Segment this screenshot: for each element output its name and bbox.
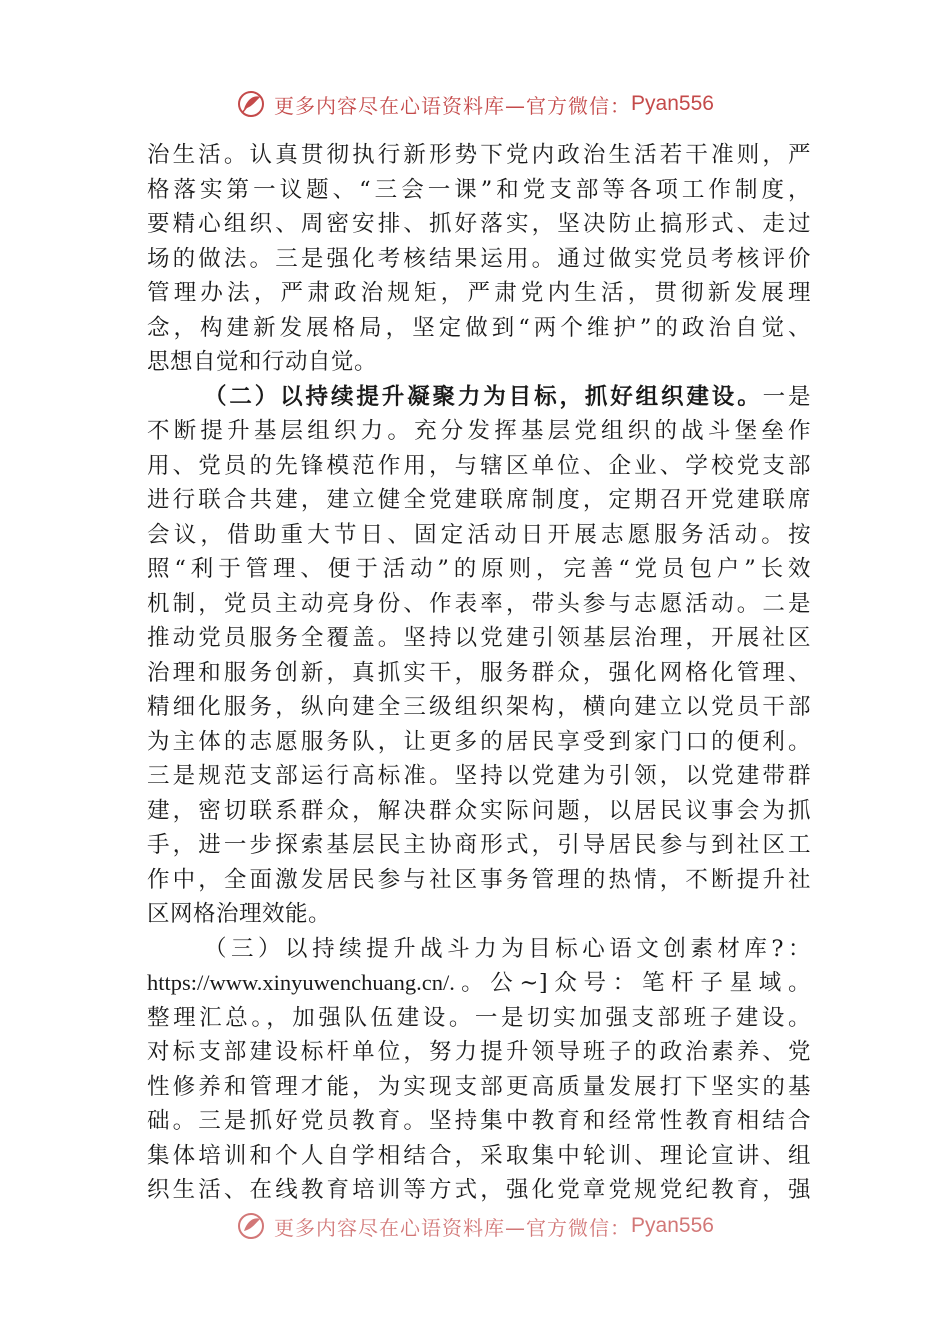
watermark-text: 更多内容尽在心语资料库—官方微信： — [274, 93, 632, 118]
text-line: 精细化服务，纵向建全三级组织架构，横向建立以党员干部 — [147, 694, 811, 720]
text-line: 要精心组织、周密安排、抓好落实，坚决防止搞形式、走过 — [147, 211, 811, 237]
text-line: 会议，借助重大节日、固定活动日开展志愿服务活动。按 — [147, 521, 811, 548]
text-line: 整理汇总。，加强队伍建设。一是切实加强支部班子建设。 — [147, 1004, 811, 1031]
text-line: 性修养和管理才能，为实现支部更高质量发展打下坚实的基 — [147, 1073, 811, 1100]
leaf-logo-icon — [236, 1211, 266, 1241]
text-line: 三是规范支部运行高标准。坚持以党建为引领，以党建带群 — [147, 763, 811, 789]
watermark-wechat-id: Pyan556 — [631, 92, 714, 115]
watermark-footer — [0, 1206, 950, 1246]
text-line: 管理办法，严肃政治规矩，严肃党内生活，贯彻新发展理 — [147, 280, 811, 306]
text-line: 作中，全面激发居民参与社区事务管理的热情，不断提升社 — [147, 866, 811, 893]
text-line: 照“利于管理、便于活动”的原则，完善“党员包户”长效 — [147, 556, 811, 582]
text-line: 进行联合共建，建立健全党建联席制度，定期召开党建联席 — [147, 487, 811, 513]
text-line: 推动党员服务全覆盖。坚持以党建引领基层治理，开展社区 — [147, 625, 811, 651]
text-line: 不断提升基层组织力。充分发挥基层党组织的战斗堡垒作 — [147, 418, 811, 444]
url-text: https://www.xinyuwenchuang.cn/. — [147, 970, 455, 995]
text-line: 思想自觉和行动自觉。 — [147, 349, 378, 375]
text-line: 建，密切联系群众，解决群众实际问题，以居民议事会为抓 — [147, 797, 811, 824]
bold-heading-text: （二）以持续提升凝聚力为目标，抓好组织建设。 — [204, 383, 763, 410]
watermark-header — [0, 84, 950, 124]
section-heading-2: （二）以持续提升凝聚力为目标，抓好组织建设。一是 — [204, 383, 811, 410]
document-body — [147, 138, 811, 1218]
text-line: 用、党员的先锋模范作用，与辖区单位、企业、学校党支部 — [147, 452, 811, 479]
text-line: 为主体的志愿服务队，让更多的居民享受到家门口的便利。 — [147, 728, 811, 755]
text-line: 念，构建新发展格局，坚定做到“两个维护”的政治自觉、 — [147, 314, 811, 341]
text-line: 场的做法。三是强化考核结果运用。通过做实党员考核评价 — [147, 245, 811, 272]
watermark-text: 更多内容尽在心语资料库—官方微信： — [274, 1215, 632, 1240]
text-line: 区网格治理效能。 — [147, 901, 332, 927]
text-line: 对标支部建设标杆单位，努力提升领导班子的政治素养、党 — [147, 1039, 811, 1065]
text-line: 格落实第一议题、“三会一课”和党支部等各项工作制度， — [147, 176, 811, 203]
section-heading-3: （三）以持续提升战斗力为目标心语文创素材库?： — [204, 935, 811, 962]
text-line: 手，进一步探索基层民主协商形式，引导居民参与到社区工 — [147, 832, 811, 858]
text-line: 织生活、在线教育培训等方式，强化党章党规党纪教育，强 — [147, 1177, 811, 1203]
text-line: 治理和服务创新，真抓实干，服务群众，强化网格化管理、 — [147, 659, 811, 686]
text-line: 集体培训和个人自学相结合，采取集中轮训、理论宣讲、组 — [147, 1142, 811, 1169]
text-line: 治生活。认真贯彻执行新形势下党内政治生活若干准则，严 — [147, 142, 811, 168]
watermark-wechat-id: Pyan556 — [631, 1214, 714, 1237]
text-line: 机制，党员主动亮身份、作表率，带头参与志愿活动。二是 — [147, 590, 811, 617]
text-line: https://www.xinyuwenchuang.cn/.。公~]众号：笔杆子星域。 — [147, 970, 811, 996]
text-line: 础。三是抓好党员教育。坚持集中教育和经常性教育相结合 — [147, 1108, 811, 1134]
leaf-logo-icon — [236, 89, 266, 119]
